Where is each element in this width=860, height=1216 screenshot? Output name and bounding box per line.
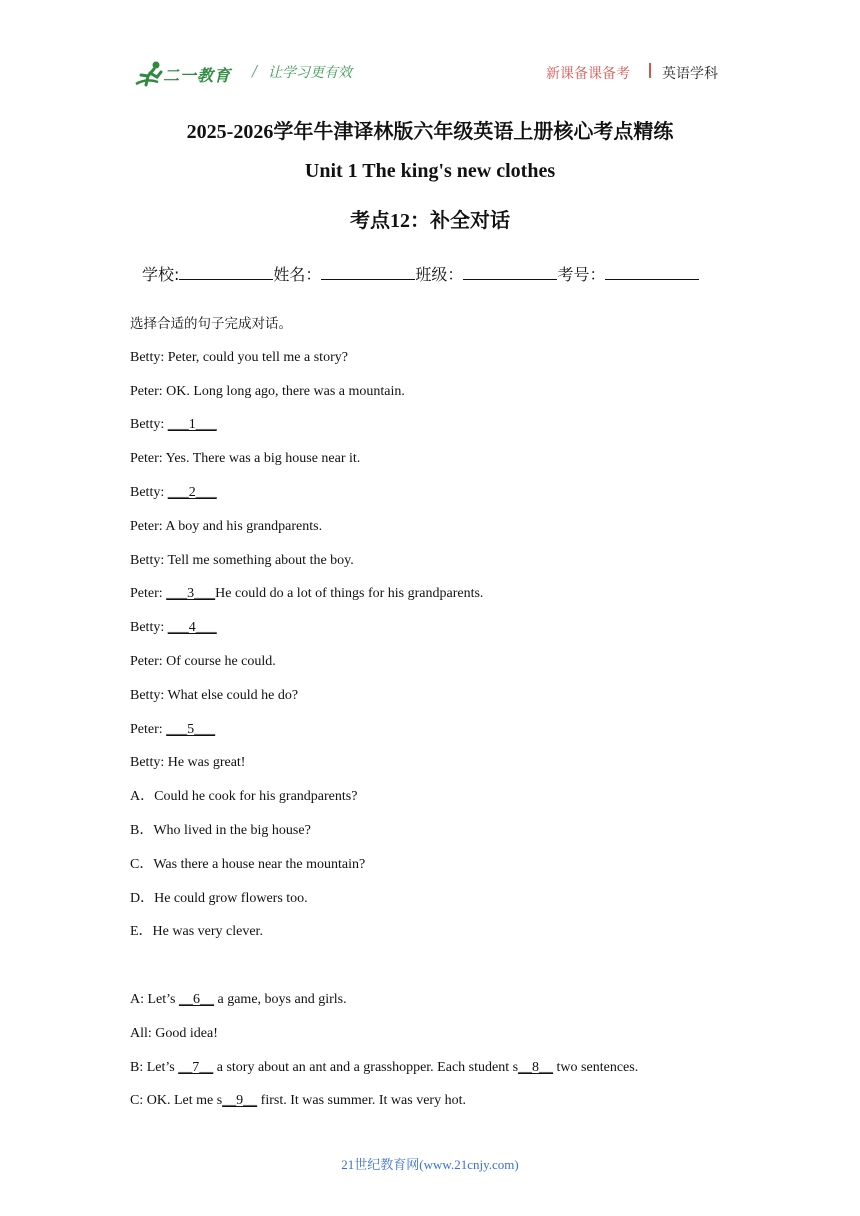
logo-text: 二一教育 [163,66,232,85]
dialogue-line [130,720,740,754]
dialogue-2 [130,990,740,1125]
line-text: Peter: OK. Long long ago, there was a mountain. [130,383,405,399]
slogan-separator: / [252,62,258,80]
dialogue-line [130,483,740,517]
dialogue-line [130,584,740,618]
name-label: 姓名： [273,265,322,284]
dialogue-1 [130,348,740,787]
answer-blank[interactable]: __6__ [179,991,214,1007]
series-label: 新课备课备考 [546,66,630,82]
answer-blank[interactable]: ___2___ [167,484,217,500]
answer-blank[interactable]: __9__ [222,1093,258,1109]
line-text: Betty: [130,417,168,433]
topic-title: 考点12：补全对话 [350,210,510,232]
line-text: Peter: [130,586,167,602]
dialogue-line [130,382,740,416]
answer-blank[interactable]: ___5___ [166,721,216,737]
option-item: B．Who lived in the big house? [130,822,311,838]
doc-title: 2025-2026学年牛津译林版六年级英语上册核心考点精练 [186,121,674,143]
line-text: Betty: [130,620,168,636]
answer-blank[interactable]: ___1___ [167,417,217,433]
line-text-after-blank: He could do a lot of things for his grandparents. [215,586,484,602]
line-text: Betty: Tell me something about the boy. [130,552,354,568]
page-header [0,0,860,100]
line-text: A: Let’s [130,991,179,1007]
number-label: 考号： [557,265,606,284]
dialogue-line [130,753,740,787]
option-item: D．He could grow flowers too. [130,890,308,906]
dialogue-line [130,652,740,686]
number-field[interactable] [605,265,699,280]
line-text-after-blank: first. It was summer. It was very hot. [257,1093,466,1109]
line-text: Peter: A boy and his grandparents. [130,518,323,534]
subject-label: 英语学科 [662,66,718,82]
line-text: Peter: Yes. There was a big house near it. [130,451,361,467]
exercise-body [130,314,740,1125]
unit-title: Unit 1 The king's new clothes [304,160,556,182]
class-label: 班级： [415,265,464,284]
answer-blank[interactable]: ___4___ [167,620,217,636]
line-text: Betty: [130,484,168,500]
header-divider [649,63,651,78]
line-text: B: Let’s [130,1059,179,1075]
dialogue-line [130,517,740,551]
option-item: C．Was there a house near the mountain? [130,856,366,872]
dialogue-line [130,618,740,652]
dialogue-line [130,415,740,449]
section-gap [130,956,740,990]
line-text-after-blank: a story about an ant and a grasshopper. Each student s [213,1059,519,1075]
line-text: C: OK. Let me s [130,1093,223,1109]
dialogue-line [130,449,740,483]
line-text: Betty: He was great! [130,755,246,771]
line-text: All: Good idea! [130,1025,218,1041]
dialogue-line [130,686,740,720]
line-text-after-blank: a game, boys and girls. [214,991,347,1007]
line-text: Peter: Of course he could. [130,653,276,669]
option-item: E．He was very clever. [130,924,263,940]
answer-blank[interactable]: __8__ [518,1059,554,1075]
name-field[interactable] [321,265,415,280]
dialogue-line [130,990,740,1024]
school-label: 学校: [142,265,180,284]
line-text: Peter: [130,721,167,737]
footer-source: 21世纪教育网(www.21cnjy.com) [341,1157,519,1172]
dialogue-line [130,1058,740,1092]
school-field[interactable] [179,265,273,280]
dialogue-line [130,1091,740,1125]
slogan: 让学习更有效 [268,65,352,81]
dialogue-line [130,1024,740,1058]
line-text: Betty: What else could he do? [130,687,299,703]
student-info-row [142,262,699,285]
line-text: Betty: Peter, could you tell me a story? [130,349,348,365]
answer-blank[interactable]: ___3___ [166,586,216,602]
option-item: A．Could he cook for his grandparents? [130,789,358,805]
instruction: 选择合适的句子完成对话。 [130,316,292,332]
options-list [130,787,740,956]
class-field[interactable] [463,265,557,280]
line-text-after-blank: two sentences. [553,1059,639,1075]
answer-blank[interactable]: __7__ [178,1059,214,1075]
dialogue-line [130,348,740,382]
dialogue-line [130,551,740,585]
